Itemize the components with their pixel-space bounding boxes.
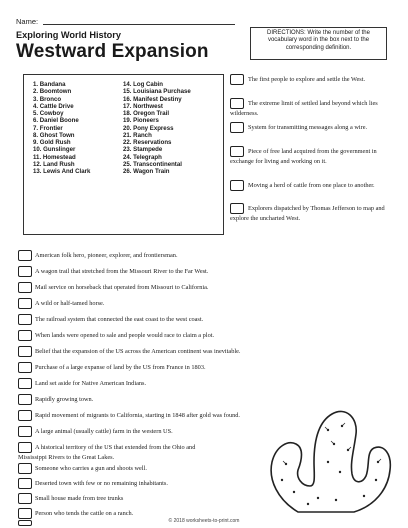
answer-box[interactable] xyxy=(18,394,32,405)
definition-text: Rapidly growing town. xyxy=(35,396,94,403)
footer-copyright: © 2018 worksheets-to-print.com xyxy=(168,518,240,524)
answer-box[interactable] xyxy=(18,250,32,261)
vocab-word: 8. Ghost Town xyxy=(33,131,75,139)
definition-text: When lands were opened to sale and people would race to claim a plot. xyxy=(35,332,215,339)
vocab-word: 17. Northwest xyxy=(123,102,163,110)
name-label: Name: xyxy=(16,17,39,26)
vocab-word: 23. Stampede xyxy=(123,146,163,154)
vocab-word: 4. Cattle Drive xyxy=(33,102,74,110)
definition-text: Small house made from tree trunks xyxy=(35,495,124,502)
vocab-word: 2. Boomtown xyxy=(33,88,72,96)
definition-text: Someone who carries a gun and shoots well. xyxy=(35,465,147,472)
cactus-illustration xyxy=(258,400,398,518)
vocabulary-column-1 xyxy=(33,81,90,175)
definition-text: A large animal (usually cattle) farm in the western US. xyxy=(35,428,173,435)
answer-box[interactable] xyxy=(18,266,32,277)
vocab-word: 6. Daniel Boone xyxy=(33,117,79,125)
definition-text: Explorers dispatched by Thomas Jefferson to map and explore the uncharted West. xyxy=(230,205,385,222)
vocab-word: 5. Cowboy xyxy=(33,110,64,117)
vocab-word: 12. Land Rush xyxy=(33,160,75,168)
definition-text: Rapid movement of migrants to California, starting in 1848 after gold was found. xyxy=(35,412,240,419)
vocab-word: 20. Pony Express xyxy=(123,124,174,132)
vocab-word: 7. Frontier xyxy=(33,124,63,132)
vocab-word: 22. Reservations xyxy=(123,139,172,146)
definition-text: Land set aside for Native American Indians. xyxy=(35,380,147,387)
definition-text: A wagon trail that stretched from the Missouri River to the Far West. xyxy=(35,268,209,275)
answer-box[interactable] xyxy=(18,426,32,437)
definition-text: Purchase of a large expanse of land by the US from France in 1803. xyxy=(35,364,206,371)
definition-text: A historical territory of the US that extended from the Ohio and Mississippi Rivers to the Great Lakes. xyxy=(18,444,196,461)
definition-text: Mail service on horseback that operated from Missouri to California. xyxy=(35,284,209,291)
vocab-word: 13. Lewis And Clark xyxy=(33,168,91,175)
answer-box[interactable] xyxy=(18,410,32,421)
definition-text: The extreme limit of settled land beyond which lies wilderness. xyxy=(230,100,378,117)
definition-text: Belief that the expansion of the US across the American continent was inevitable. xyxy=(35,348,241,355)
vocab-word: 9. Gold Rush xyxy=(33,139,71,146)
answer-box[interactable] xyxy=(18,282,32,293)
vocab-word: 21. Ranch xyxy=(123,131,152,139)
vocab-word: 24. Telegraph xyxy=(123,153,162,161)
definition-text: Person who tends the cattle on a ranch. xyxy=(35,510,134,517)
definition-text: Deserted town with few or no remaining inhabitants. xyxy=(35,480,168,487)
name-line[interactable] xyxy=(43,24,235,25)
definition-text: The first people to explore and settle the West. xyxy=(248,76,366,83)
vocabulary-column-2 xyxy=(123,81,191,175)
definition-text: The railroad system that connected the east coast to the west coast. xyxy=(35,316,204,323)
vocab-word: 16. Manifest Destiny xyxy=(123,95,182,103)
answer-box[interactable] xyxy=(18,298,32,309)
vocab-word: 19. Pioneers xyxy=(123,117,159,125)
vocab-word: 11. Homestead xyxy=(33,153,76,161)
vocab-word: 14. Log Cabin xyxy=(123,81,163,88)
directions-box: DIRECTIONS: Write the number of the vocabulary word in the box next to the corresponding definition. xyxy=(250,27,387,60)
answer-box[interactable] xyxy=(18,330,32,341)
vocab-word: 15. Louisiana Purchase xyxy=(123,88,191,96)
vocab-word: 18. Oregon Trail xyxy=(123,110,170,117)
answer-box[interactable] xyxy=(18,378,32,389)
answer-box[interactable] xyxy=(18,314,32,325)
definition-text: Piece of free land acquired from the government in exchange for living and working on it. xyxy=(230,148,377,165)
vocab-word: 3. Bronco xyxy=(33,95,62,103)
vocab-word: 25. Transcontinental xyxy=(123,160,182,168)
definition-text: A wild or half-tamed horse. xyxy=(35,300,105,307)
vocab-word: 1. Bandana xyxy=(33,81,66,88)
answer-box[interactable] xyxy=(18,463,32,474)
answer-box[interactable] xyxy=(18,478,32,489)
definition-text: Moving a herd of cattle from one place to another. xyxy=(248,182,375,189)
vocab-word: 26. Wagon Train xyxy=(123,168,170,175)
definition-text: System for transmitting messages along a wire. xyxy=(248,124,368,131)
answer-box[interactable] xyxy=(18,493,32,504)
series-title: Exploring World History xyxy=(16,30,121,40)
answer-box[interactable] xyxy=(18,362,32,373)
answer-box[interactable] xyxy=(18,346,32,357)
definition-text: American folk hero, pioneer, explorer, and frontiersman. xyxy=(35,252,178,259)
page-title: Westward Expansion xyxy=(16,41,209,62)
vocab-word: 10. Gunslinger xyxy=(33,146,76,154)
